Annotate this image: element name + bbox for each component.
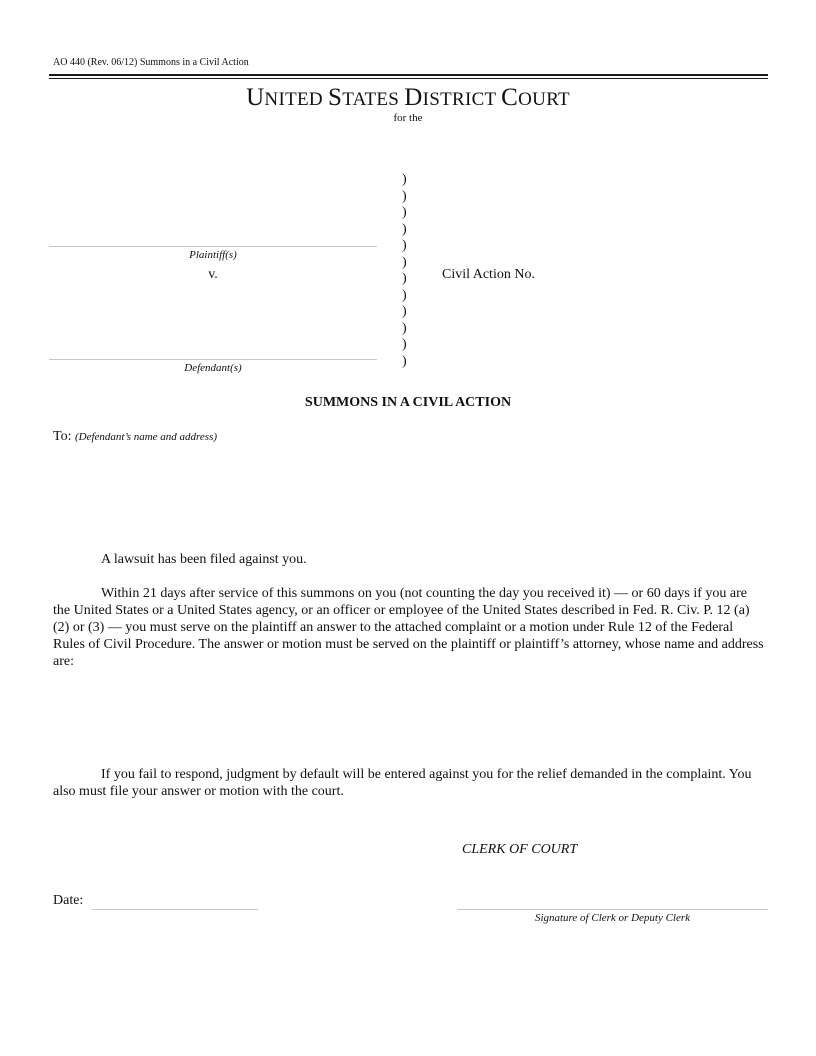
caption-paren: ) (402, 353, 407, 369)
court-district-line: for the (393, 112, 423, 124)
to-hint: (Defendant’s name and address) (74, 431, 218, 443)
caption-paren: ) (402, 188, 407, 204)
caption-paren: ) (402, 287, 407, 303)
court-title-word: TATES (342, 89, 405, 110)
court-title-word: ISTRICT (422, 89, 502, 110)
civil-action-number-label: Civil Action No. (442, 267, 535, 282)
caption-paren: ) (402, 205, 407, 220)
form-identifier: AO 440 (Rev. 06/12) Summons in a Civil Action (53, 57, 249, 68)
caption-paren: ) (402, 254, 407, 270)
caption-parentheses (402, 172, 416, 370)
signature-label: Signature of Clerk or Deputy Clerk (534, 912, 691, 924)
court-title-initial: C (501, 84, 519, 111)
defendant-field[interactable] (49, 359, 377, 360)
caption-paren: ) (402, 320, 407, 336)
response-deadline-paragraph: Within 21 days after service of this summons on you (not counting the day you received it) — or 60 days if you are the United States or a United States agency, or an officer or employee of the United States described in Fed. R. Civ. P. 12 (a)(2) or (3) — you must serve on the plaintiff an answer to the attached complaint or a motion under Rule 12 of the Federal Rules of Civil Procedure. The answer or motion must be served on the plaintiff or plaintiff’s attorney, whose name and address are: (53, 586, 764, 669)
header-rule-thin (49, 78, 768, 79)
caption-paren: ) (402, 172, 407, 187)
date-label: Date: (53, 893, 84, 908)
court-title-word: OURT (518, 89, 570, 110)
lawsuit-notice-paragraph: A lawsuit has been filed against you. (101, 552, 307, 567)
date-field[interactable] (92, 909, 258, 910)
court-title-word: NITED (264, 89, 328, 110)
summons-title: SUMMONS IN A CIVIL ACTION (304, 395, 512, 410)
plaintiff-field[interactable] (49, 246, 377, 247)
default-judgment-paragraph: If you fail to respond, judgment by default will be entered against you for the relief demanded in the complaint. You also must file your answer or motion with the court. (53, 767, 752, 799)
court-title-initial: U (246, 84, 265, 111)
court-title-initial: D (404, 84, 423, 111)
versus-label: v. (208, 267, 218, 282)
to-label: To: (53, 429, 72, 444)
caption-paren: ) (402, 271, 407, 286)
caption-paren: ) (402, 337, 407, 352)
clerk-of-court-label: CLERK OF COURT (462, 842, 578, 857)
to-line (53, 429, 217, 445)
caption-paren: ) (402, 304, 407, 319)
defendant-label: Defendant(s) (184, 362, 242, 374)
court-title-initial: S (327, 84, 343, 111)
caption-paren: ) (402, 221, 407, 237)
caption-paren: ) (402, 238, 407, 253)
plaintiff-label: Plaintiff(s) (189, 249, 237, 261)
court-title (0, 84, 816, 112)
signature-field[interactable] (457, 909, 768, 910)
header-rule-thick (49, 74, 768, 76)
